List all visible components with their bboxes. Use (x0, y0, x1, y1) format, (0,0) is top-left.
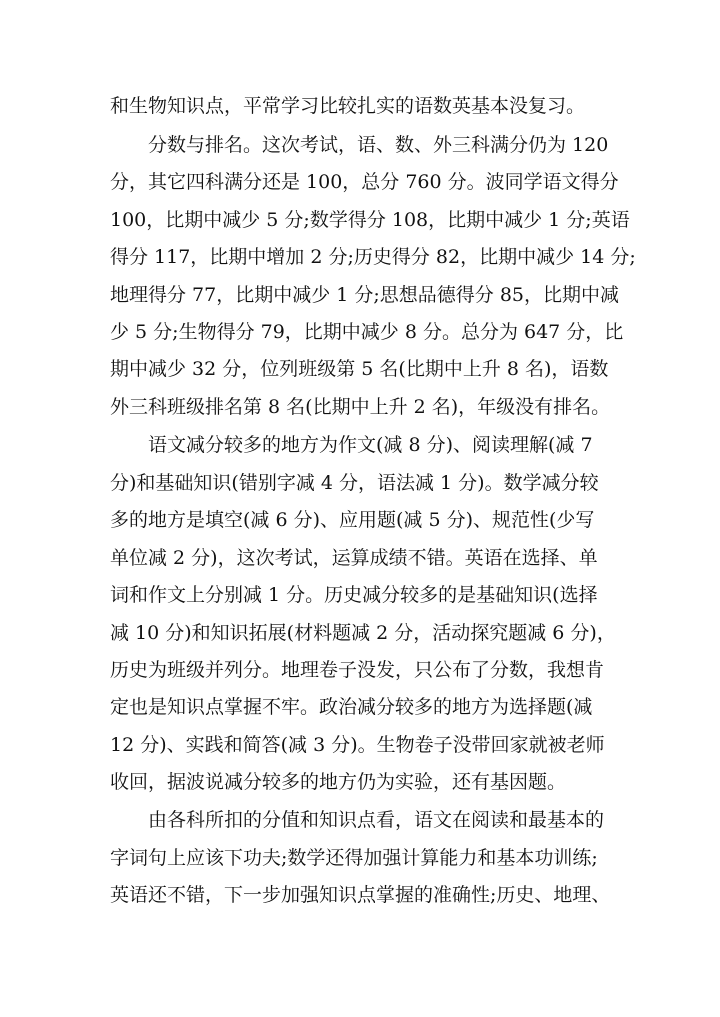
paragraph-line: 由各科所扣的分值和知识点看，语文在阅读和最基本的 (148, 809, 605, 831)
paragraph-line: 收回，据波说减分较多的地方仍为实验，还有基因题。 (110, 771, 567, 793)
paragraph-line: 和生物知识点，平常学习比较扎实的语数英基本没复习。 (110, 95, 586, 117)
paragraph-line: 外三科班级排名第 8 名(比期中上升 2 名)，年级没有排名。 (110, 396, 611, 418)
paragraph-line: 英语还不错，下一步加强知识点掌握的准确性;历史、地理、 (110, 884, 611, 906)
paragraph-line: 字词句上应该下功夫;数学还得加强计算能力和基本功训练; (110, 847, 598, 869)
paragraph-line: 地理得分 77，比期中减少 1 分;思想品德得分 85，比期中减 (110, 284, 620, 306)
paragraph-line: 多的地方是填空(减 6 分)、应用题(减 5 分)、规范性(少写 (110, 509, 595, 531)
paragraph-line: 分数与排名。这次考试，语、数、外三科满分仍为 120 (148, 134, 609, 156)
paragraph-line: 语文减分较多的地方为作文(减 8 分)、阅读理解(减 7 (148, 434, 593, 456)
paragraph-line: 单位减 2 分)，这次考试，运算成绩不错。英语在选择、单 (110, 547, 598, 569)
paragraph-line: 分，其它四科满分还是 100，总分 760 分。波同学语文得分 (110, 171, 619, 193)
paragraph-line: 少 5 分;生物得分 79，比期中减少 8 分。总分为 647 分，比 (110, 321, 624, 343)
paragraph-line: 减 10 分)和知识拓展(材料题减 2 分，活动探究题减 6 分)， (110, 622, 616, 644)
paragraph-line: 得分 117，比期中增加 2 分;历史得分 82，比期中减少 14 分; (110, 246, 636, 268)
paragraph-line: 历史为班级并列分。地理卷子没发，只公布了分数，我想肯 (110, 659, 605, 681)
paragraph-line: 100，比期中减少 5 分;数学得分 108，比期中减少 1 分;英语 (110, 209, 630, 231)
paragraph-line: 期中减少 32 分，位列班级第 5 名(比期中上升 8 名)，语数 (110, 358, 609, 380)
paragraph-line: 分)和基础知识(错别字减 4 分，语法减 1 分)。数学减分较 (110, 472, 599, 494)
paragraph-line: 定也是知识点掌握不牢。政治减分较多的地方为选择题(减 (110, 696, 593, 718)
paragraph-line: 词和作文上分别减 1 分。历史减分较多的是基础知识(选择 (110, 584, 598, 606)
paragraph-line: 12 分)、实践和简答(减 3 分)。生物卷子没带回家就被老师 (110, 734, 605, 756)
